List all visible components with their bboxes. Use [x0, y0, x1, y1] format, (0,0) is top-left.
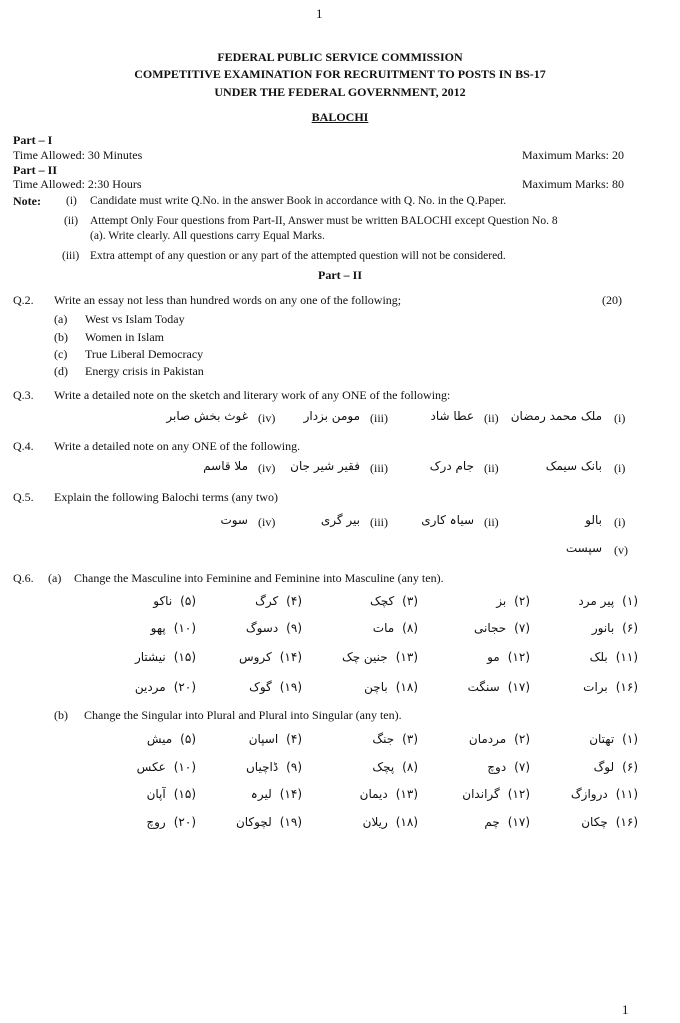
q6a-item-word: برات [583, 680, 608, 694]
q6b-item [462, 787, 530, 801]
q2-option-label: (b) [54, 330, 68, 344]
q3-option-text: ملک محمد رمضان [510, 409, 602, 423]
q6b-item [147, 787, 196, 801]
q6b-item-word: لوگ [593, 760, 615, 774]
part2-heading: Part – II [318, 268, 362, 282]
q6b-item-word: گراندان [462, 787, 500, 801]
note-ii-text1: Attempt Only Four questions from Part-II, Answer must be written BALOCHI except Question No. 8 [90, 215, 558, 227]
q6b-item-word: لیرہ [250, 787, 272, 801]
q3-option-text: مومن بزدار [303, 409, 360, 423]
q6b-item-number: (۲۰) [173, 815, 196, 829]
q6a-item-number: (۱) [622, 594, 638, 608]
q2-option-text: Energy crisis in Pakistan [85, 364, 204, 378]
q6a-item [151, 621, 196, 635]
q6a-item-word: دسوگ [245, 621, 279, 635]
q6b-item-number: (۹) [286, 760, 302, 774]
q6a-item-number: (۷) [514, 621, 530, 635]
q6b-item-number: (۱۳) [395, 787, 418, 801]
q5-number: Q.5. [13, 490, 34, 504]
q2-option-label: (a) [54, 312, 68, 326]
q6b-item-word: چکان [581, 815, 608, 829]
q4-text: Write a detailed note on any ONE of the following. [54, 439, 301, 453]
q6a-item-word: نیشتار [134, 650, 166, 664]
q6b-item-number: (۱۴) [279, 787, 302, 801]
q6b-item-number: (۱۶) [615, 815, 638, 829]
q6a-item-number: (۴) [286, 594, 302, 608]
q6a-item [496, 594, 530, 608]
note-label: Note: [13, 194, 41, 208]
q6b-item-word: ڈاچیاں [245, 760, 279, 774]
q4-option-text: ملا قاسم [203, 459, 248, 473]
q6b-item-number: (۸) [402, 760, 418, 774]
q4-option-label: (iii) [370, 461, 388, 475]
q6b-item-word: میش [146, 732, 173, 746]
q6a-item [578, 594, 638, 608]
q6a-item-number: (۵) [180, 594, 196, 608]
q6a-item-number: (۱۲) [507, 650, 530, 664]
q6a-item [487, 650, 530, 664]
q6b-item [137, 760, 196, 774]
q6b-item-number: (۷) [514, 760, 530, 774]
q6b-item-word: روچ [146, 815, 166, 829]
q6a-item [249, 680, 302, 694]
q6b-item-number: (۱) [622, 732, 638, 746]
q6b-item [571, 787, 638, 801]
q6b-item [363, 815, 418, 829]
q6b-item-word: دیمان [359, 787, 388, 801]
q6a-item-number: (۸) [402, 621, 418, 635]
q3-option-label: (ii) [484, 411, 499, 425]
q6a-item [468, 680, 530, 694]
q6b-item-number: (۲) [514, 732, 530, 746]
q6b-item-number: (۳) [402, 732, 418, 746]
q6a-item [153, 594, 196, 608]
q6a-item [373, 621, 418, 635]
q2-option-label: (d) [54, 364, 68, 378]
q6b-item-word: آپان [146, 787, 166, 801]
page-number-top: 1 [316, 6, 323, 21]
q6b-item-number: (۱۰) [173, 760, 196, 774]
q6a-item-number: (۱۹) [279, 680, 302, 694]
q6b-item-number: (۶) [622, 760, 638, 774]
q6a-item-number: (۱۳) [395, 650, 418, 664]
q6a-text: Change the Masculine into Feminine and Feminine into Masculine (any ten). [74, 571, 444, 585]
q6a-item-number: (۳) [402, 594, 418, 608]
q6a-item-word: بز [496, 594, 507, 608]
q4-option-label: (iv) [258, 461, 276, 475]
q6a-item-word: ناکو [153, 594, 173, 608]
q6b-item-number: (۱۲) [507, 787, 530, 801]
q6a-item-word: حجانی [474, 621, 507, 635]
q6b-item-number: (۱۸) [395, 815, 418, 829]
q5-option-label: (iii) [370, 515, 388, 529]
q6a-item [592, 621, 638, 635]
q6a-item [246, 621, 302, 635]
q5-option-text: سپست [565, 541, 602, 555]
q6a-item [239, 650, 302, 664]
q2-text: Write an essay not less than hundred words on any one of the following; [54, 293, 402, 307]
note-ii-text2: (a). Write clearly. All questions carry Equal Marks. [90, 230, 325, 242]
header-examination: COMPETITIVE EXAMINATION FOR RECRUITMENT TO POSTS IN BS-17 [134, 67, 546, 81]
q6a-item [364, 680, 418, 694]
q6a-item-word: پھو [150, 621, 166, 635]
q6b-item [372, 732, 418, 746]
part2-label: Part – II [13, 163, 57, 177]
q6a-item-number: (۱۴) [279, 650, 302, 664]
q5-option-text: سیاہ کاری [421, 513, 474, 527]
q6b-item-word: اسپان [248, 732, 279, 746]
q5-option-label: (v) [614, 543, 628, 557]
q6b-item [246, 760, 302, 774]
q6a-item-word: بلک [589, 650, 608, 664]
q6b-item-number: (۱۵) [173, 787, 196, 801]
q6a-item-number: (۶) [622, 621, 638, 635]
q6b-item [146, 815, 196, 829]
q6b-item [372, 760, 418, 774]
q6a-item-word: مات [372, 621, 395, 635]
q3-option-label: (iv) [258, 411, 276, 425]
q6a-item-word: سنگت [467, 680, 500, 694]
q2-option-text: True Liberal Democracy [85, 347, 204, 361]
q6a-item-word: گوک [249, 680, 272, 694]
q6a-item-number: (۱۷) [507, 680, 530, 694]
q3-text: Write a detailed note on the sketch and literary work of any ONE of the following: [54, 388, 451, 402]
q6a-item-number: (۱۵) [173, 650, 196, 664]
q6-number: Q.6. [13, 571, 34, 585]
q6b-item [594, 760, 638, 774]
q2-marks: (20) [602, 293, 622, 307]
q4-option-text: بانک سیمک [545, 459, 602, 473]
q6a-item-word: جنین چک [341, 650, 388, 664]
q5-option-text: بیر گری [320, 513, 360, 527]
q6b-item-number: (۵) [180, 732, 196, 746]
q5-option-label: (iv) [258, 515, 276, 529]
q6b-item-number: (۱۱) [615, 787, 638, 801]
part1-marks: Maximum Marks: 20 [522, 148, 624, 162]
q6b-item-word: دروازگ [570, 787, 608, 801]
q6b-item-word: مردمان [468, 732, 507, 746]
q6b-item [147, 732, 196, 746]
q5-option-label: (ii) [484, 515, 499, 529]
page-number-bottom: 1 [622, 1002, 629, 1017]
q6a-item-word: بانور [591, 621, 615, 635]
q6b-item-word: دوچ [487, 760, 507, 774]
q4-number: Q.4. [13, 439, 34, 453]
q3-option-text: عطا شاد [430, 409, 474, 423]
q6b-item-number: (۴) [286, 732, 302, 746]
q6b-item [251, 787, 302, 801]
q3-option-text: غوث بخش صابر [166, 409, 248, 423]
q6b-item-word: جنگ [372, 732, 395, 746]
q2-option-label: (c) [54, 347, 68, 361]
q6a-item [135, 650, 196, 664]
part2-time: Time Allowed: 2:30 Hours [13, 177, 142, 191]
q6a-item [255, 594, 302, 608]
q6a-item-word: باچن [364, 680, 388, 694]
q6b-item-word: پچک [372, 760, 395, 774]
note-iii-num: (iii) [62, 250, 80, 262]
q6b-item [484, 815, 530, 829]
q4-option-text: جام درک [429, 459, 474, 473]
q6a-item-number: (۲۰) [173, 680, 196, 694]
q6a-item-number: (۱۶) [615, 680, 638, 694]
q6a-label: (a) [48, 571, 62, 585]
note-i-text: Candidate must write Q.No. in the answer Book in accordance with Q. No. in the Q.Paper. [90, 195, 507, 207]
q6b-item-number: (۱۹) [279, 815, 302, 829]
note-iii-text: Extra attempt of any question or any part of the attempted question will not be considered. [90, 250, 506, 262]
q6a-item-word: مردین [134, 680, 166, 694]
q4-option-label: (ii) [484, 461, 499, 475]
q3-option-label: (iii) [370, 411, 388, 425]
q6b-item-number: (۱۷) [507, 815, 530, 829]
q6a-item [135, 680, 196, 694]
q6b-item-word: تھتان [589, 732, 615, 746]
q6a-item [474, 621, 530, 635]
q6b-text: Change the Singular into Plural and Plural into Singular (any ten). [84, 708, 402, 722]
q6a-item [370, 594, 418, 608]
q6b-item [487, 760, 530, 774]
subject-title: BALOCHI [311, 110, 369, 124]
q2-option-text: Women in Islam [85, 330, 165, 344]
q4-option-text: فقیر شیر جان [290, 459, 360, 473]
header-commission: FEDERAL PUBLIC SERVICE COMMISSION [217, 50, 463, 64]
q4-option-label: (i) [614, 461, 626, 475]
q6b-item [236, 815, 302, 829]
q6b-item [581, 815, 638, 829]
q5-option-text: سوت [220, 513, 248, 527]
q6b-item-word: لچوکان [235, 815, 272, 829]
note-ii-num: (ii) [64, 215, 79, 227]
q6b-item [469, 732, 530, 746]
q6b-item [249, 732, 302, 746]
q6b-item-word: چم [484, 815, 500, 829]
q6a-item-word: کرگ [255, 594, 279, 608]
q6b-item [589, 732, 638, 746]
note-i-num: (i) [66, 195, 77, 207]
q5-option-label: (i) [614, 515, 626, 529]
q6a-item-word: مو [487, 650, 500, 664]
q6a-item [342, 650, 418, 664]
part1-label: Part – I [13, 133, 53, 147]
q6a-item [590, 650, 638, 664]
q5-text: Explain the following Balochi terms (any two) [54, 490, 278, 504]
q6a-item-word: کروس [238, 650, 272, 664]
q6a-item [583, 680, 638, 694]
q6b-item-word: عکس [136, 760, 166, 774]
q3-number: Q.3. [13, 388, 34, 402]
q6a-item-number: (۱۰) [173, 621, 196, 635]
q6a-item-word: کچک [369, 594, 395, 608]
q6a-item-number: (۱۱) [615, 650, 638, 664]
q6b-label: (b) [54, 708, 68, 722]
q6b-item-word: ریلان [362, 815, 388, 829]
q6a-item-word: پیر مرد [578, 594, 615, 608]
q3-option-label: (i) [614, 411, 626, 425]
q6a-item-number: (۹) [286, 621, 302, 635]
q2-option-text: West vs Islam Today [85, 312, 185, 326]
q6a-item-number: (۱۸) [395, 680, 418, 694]
part2-marks: Maximum Marks: 80 [522, 177, 624, 191]
q6a-item-number: (۲) [514, 594, 530, 608]
header-government: UNDER THE FEDERAL GOVERNMENT, 2012 [214, 85, 466, 99]
part1-time: Time Allowed: 30 Minutes [13, 148, 143, 162]
q6b-item [360, 787, 418, 801]
q5-option-text: بالو [585, 513, 602, 527]
q2-number: Q.2. [13, 293, 34, 307]
